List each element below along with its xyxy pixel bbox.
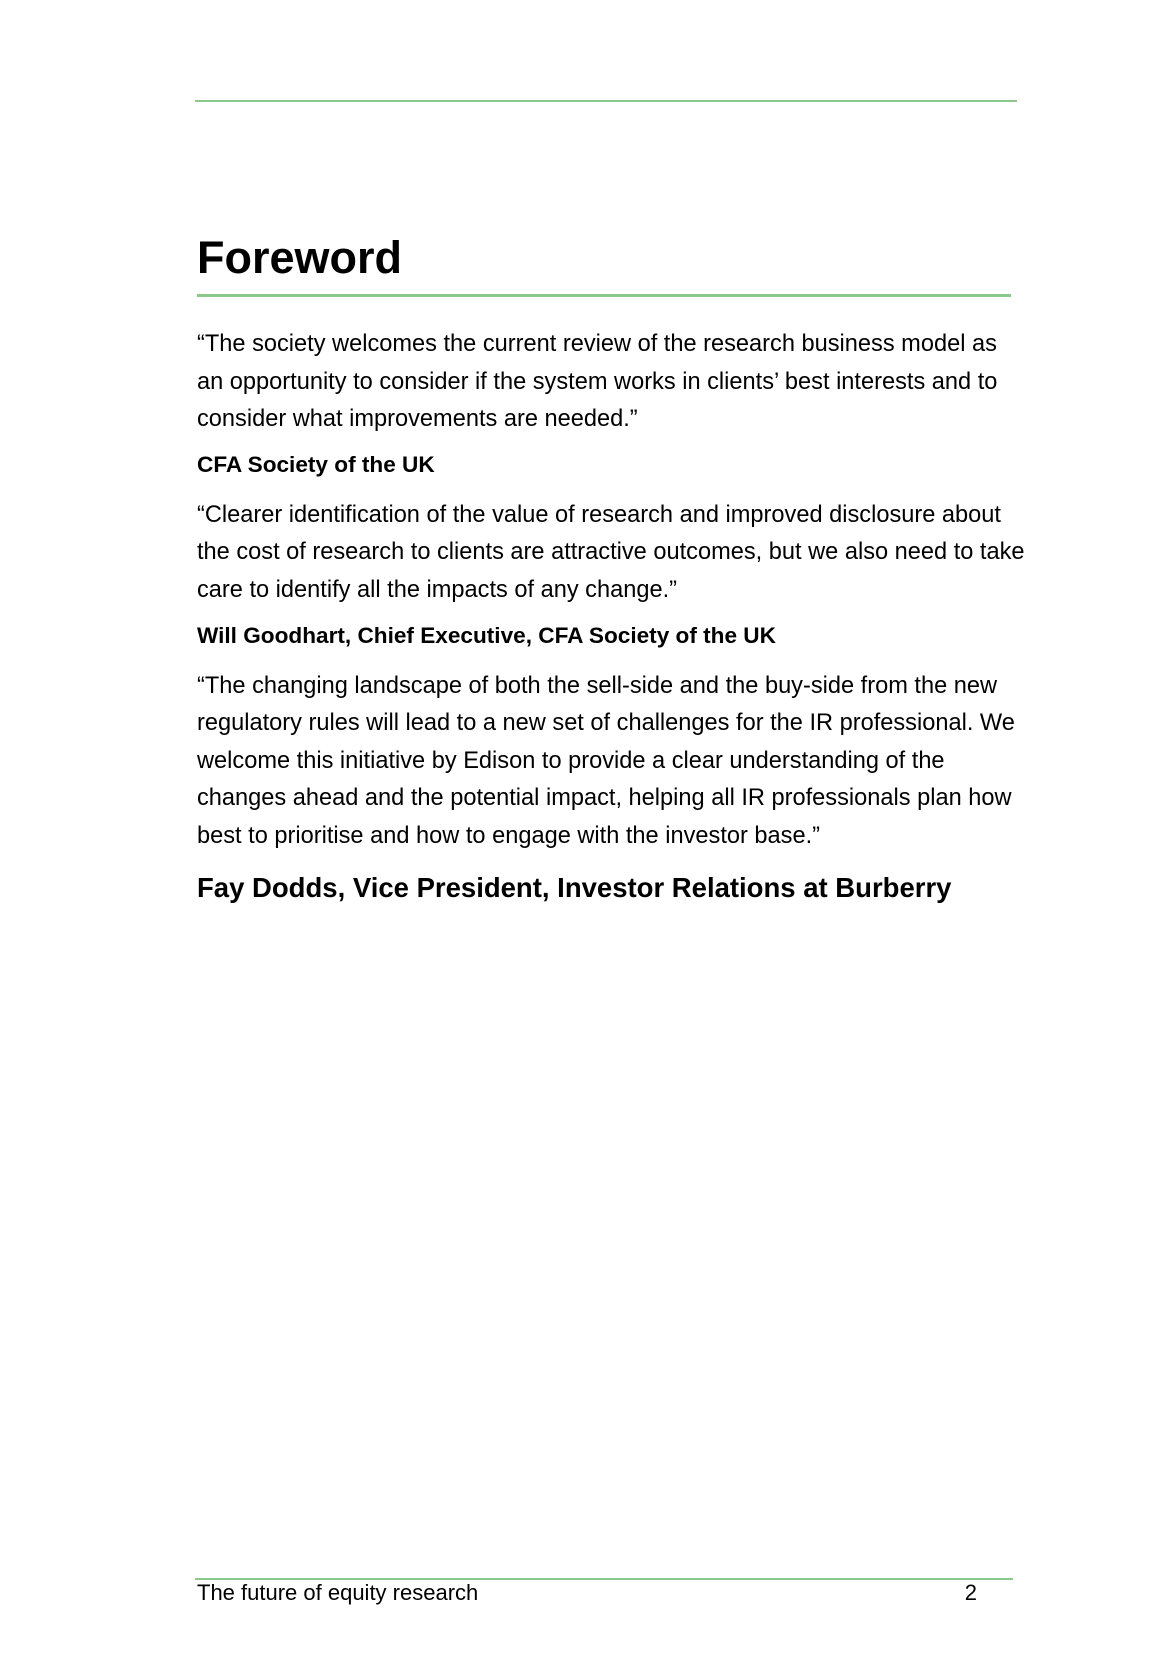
page-number: 2 <box>964 1580 977 1605</box>
quote-text: “The changing landscape of both the sell-side and the buy-side from the new regulatory rules will lead to a new set of challenges for the IR professional. We welcome this initiative by Edison to provide a clear understanding of the changes ahead and the potential impact, helping all IR professionals plan how best to prioritise and how to engage with the investor base.” <box>197 672 1015 849</box>
quote-attribution: Fay Dodds, Vice President, Investor Relations at Burberry <box>197 871 952 903</box>
foreword-content <box>197 326 1027 906</box>
header-rule <box>195 100 1017 102</box>
quote-attribution: CFA Society of the UK <box>197 451 435 477</box>
quote-attribution: Will Goodhart, Chief Executive, CFA Society of the UK <box>197 622 776 648</box>
page-title: Foreword <box>197 232 403 283</box>
quote-text: “Clearer identification of the value of research and improved disclosure about the cost of research to clients are attractive outcomes, but we also need to take care to identify all the impacts of any change.” <box>197 501 1025 603</box>
title-underline <box>197 294 1011 297</box>
quote-text: “The society welcomes the current review of the research business model as an opportunity to consider if the system works in clients’ best interests and to consider what improvements are needed.” <box>197 331 998 433</box>
footer-document-title: The future of equity research <box>197 1580 479 1605</box>
